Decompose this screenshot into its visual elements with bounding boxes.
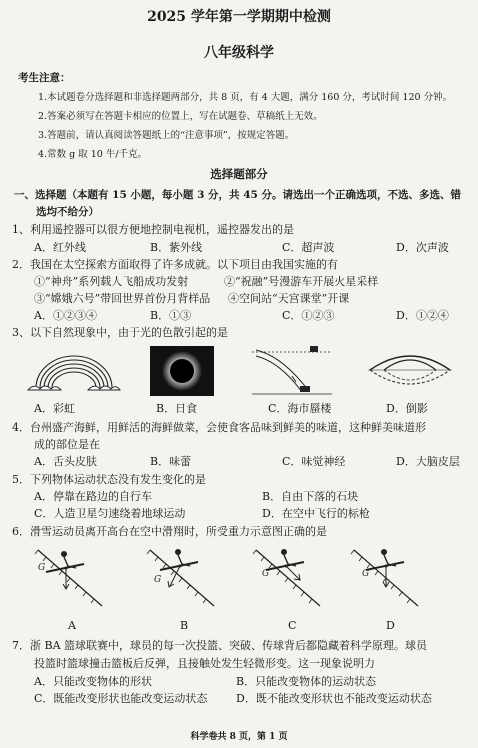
section-heading-line1: 一、选择题（本题有 15 小题，每小题 3 分，共 45 分。请选出一个正确选项，不选、多选、错 — [14, 189, 461, 201]
skier-figure-d — [348, 546, 428, 610]
notice-item-4: 4.常数 g 取 10 牛/千克。 — [38, 149, 148, 160]
page-footer: 科学卷共 8 页，第 1 页 — [190, 732, 288, 742]
q1-option-c: C．超声波 — [282, 241, 335, 254]
notice-item-2: 2.答案必须写在答题卡相应的位置上，写在试题卷、草稿纸上无效。 — [38, 111, 323, 122]
skier-figure-b — [144, 546, 224, 610]
q1-option-b: B．紫外线 — [150, 241, 203, 254]
q2-item-4: ④空间站“天宫课堂”开课 — [228, 292, 350, 305]
exam-subtitle: 八年级科学 — [204, 45, 274, 61]
q2-item-1: ①“神舟”系列载人飞船成功发射 — [34, 275, 189, 288]
reflection-figure — [368, 348, 452, 392]
q4-option-a: A．舌头皮肤 — [34, 455, 97, 468]
q3-caption-a: A．彩虹 — [34, 402, 75, 415]
q7-stem-line2: 投篮时篮球撞击篮板后反弹，且接触处发生轻微形变。这一现象说明力 — [34, 657, 375, 670]
q6-caption-a: A — [68, 619, 76, 632]
q7-option-b: B．只能改变物体的运动状态 — [236, 675, 377, 688]
q3-caption-d: D．倒影 — [386, 402, 428, 415]
notice-item-1: 1.本试题卷分选择题和非选择题两部分，共 8 页，有 4 大题，满分 160 分，考试时间 120 分钟。 — [38, 92, 453, 103]
q5-option-a: A．停靠在路边的自行车 — [34, 490, 152, 503]
q2-option-b: B．①③ — [150, 309, 192, 322]
q5-stem: 5．下列物体运动状态没有发生变化的是 — [12, 473, 206, 486]
force-label-a: G — [38, 563, 46, 573]
q6-stem: 6．滑雪运动员离开高台在空中滑翔时，所受重力示意图正确的是 — [12, 525, 327, 538]
q4-stem-line2: 成的部位是在 — [34, 438, 100, 451]
q7-option-a: A．只能改变物体的形状 — [34, 675, 152, 688]
q3-caption-c: C．海市蜃楼 — [268, 402, 332, 415]
skier-figure-a — [32, 546, 112, 610]
q2-item-2: ②“祝融”号漫游车开展火星采样 — [224, 275, 379, 288]
notice-item-3: 3.答题前，请认真阅读答题纸上的“注意事项”，按规定答题。 — [38, 130, 295, 141]
q2-option-d: D．①②④ — [396, 309, 449, 322]
q3-stem: 3、以下自然现象中，由于光的色散引起的是 — [12, 326, 228, 339]
q2-option-c: C．①②③ — [282, 309, 335, 322]
skier-figure-c — [250, 546, 330, 610]
q6-caption-c: C — [288, 619, 297, 632]
q3-caption-b: B．日食 — [156, 402, 198, 415]
q6-caption-b: B — [180, 619, 189, 632]
q4-option-d: D．大脑皮层 — [396, 455, 460, 468]
q1-stem: 1、利用遥控器可以很方便地控制电视机，遥控器发出的是 — [12, 223, 294, 236]
mirage-figure — [252, 346, 332, 396]
q2-option-a: A．①②③④ — [34, 309, 97, 322]
q1-option-d: D．次声波 — [396, 241, 449, 254]
rainbow-figure — [28, 348, 120, 392]
q7-option-c: C．既能改变形状也能改变运动状态 — [34, 692, 208, 705]
solar-eclipse-figure — [150, 346, 214, 396]
q4-option-c: C．味觉神经 — [282, 455, 346, 468]
section-heading-line2: 选均不给分） — [36, 206, 99, 218]
q4-stem-line1: 4．台州盛产海鲜，用鲜活的海鲜做菜，会使食客品味到鲜美的味道，这种鲜美味道形 — [12, 421, 426, 434]
force-label-d: G — [362, 569, 370, 579]
q6-caption-d: D — [386, 619, 395, 632]
notice-heading: 考生注意： — [18, 72, 71, 84]
q4-option-b: B．味蕾 — [150, 455, 192, 468]
section-title: 选择题部分 — [210, 167, 268, 181]
q1-option-a: A．红外线 — [34, 241, 86, 254]
q5-option-d: D．在空中飞行的标枪 — [262, 507, 370, 520]
q7-stem-line1: 7．浙 BA 篮球联赛中，球员的每一次投篮、突破、传球背后都隐藏着科学原理。球员 — [12, 639, 428, 652]
q7-option-d: D．既不能改变形状也不能改变运动状态 — [236, 692, 432, 705]
exam-title: 2025 学年第一学期期中检测 — [147, 9, 331, 25]
force-label-b: G — [154, 575, 162, 585]
q2-item-3: ③“嫦娥六号”带回世界首份月背样品 — [34, 292, 211, 305]
force-label-c: G — [262, 569, 270, 579]
q2-stem: 2．我国在太空探索方面取得了许多成就。以下项目由我国实施的有 — [12, 258, 338, 271]
q5-option-c: C．人造卫星匀速绕着地球运动 — [34, 507, 186, 520]
q5-option-b: B．自由下落的石块 — [262, 490, 359, 503]
